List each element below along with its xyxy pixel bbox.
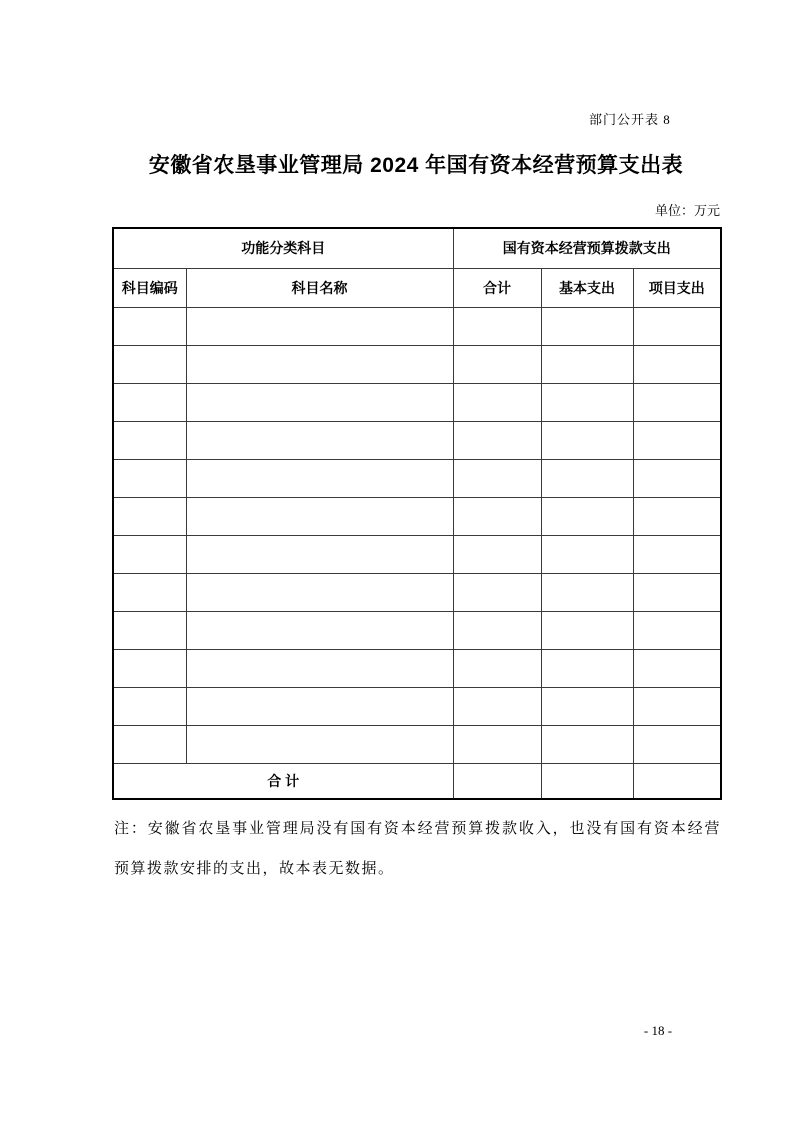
table-cell (186, 573, 453, 611)
table-cell (186, 345, 453, 383)
table-cell (113, 459, 186, 497)
table-cell (453, 573, 541, 611)
table-cell (186, 535, 453, 573)
budget-expenditure-table (112, 227, 722, 800)
table-row (113, 725, 721, 763)
table-cell (186, 725, 453, 763)
table-cell (113, 307, 186, 345)
table-row (113, 611, 721, 649)
table-cell (453, 383, 541, 421)
table-row (113, 307, 721, 345)
table-cell (186, 687, 453, 725)
table-row (113, 573, 721, 611)
table-cell (113, 421, 186, 459)
page-title: 安徽省农垦事业管理局 2024 年国有资本经营预算支出表 (148, 154, 684, 177)
table-cell (633, 383, 721, 421)
table-cell (541, 725, 633, 763)
table-cell (186, 497, 453, 535)
table-cell (541, 383, 633, 421)
table-cell (541, 421, 633, 459)
corner-table-label: 部门公开表 8 (589, 112, 671, 127)
unit-label: 单位：万元 (654, 203, 720, 218)
total-value-basic (541, 763, 633, 799)
table-cell (453, 421, 541, 459)
table-row (113, 383, 721, 421)
table-cell (186, 307, 453, 345)
table-cell (633, 649, 721, 687)
total-row-label: 合 计 (113, 763, 453, 799)
table-cell (186, 383, 453, 421)
table-cell (541, 649, 633, 687)
table-cell (113, 687, 186, 725)
table-cell (633, 459, 721, 497)
table-cell (633, 307, 721, 345)
header-state-capital-budget-expenditure: 国有资本经营预算拨款支出 (453, 228, 721, 268)
table-cell (633, 687, 721, 725)
table-cell (453, 649, 541, 687)
table-row (113, 649, 721, 687)
table-cell (453, 459, 541, 497)
table-cell (113, 649, 186, 687)
table-cell (186, 459, 453, 497)
table-cell (113, 535, 186, 573)
table-cell (541, 345, 633, 383)
page-number: - 18 - (643, 1023, 673, 1038)
table-cell (453, 725, 541, 763)
table-cell (633, 535, 721, 573)
column-header-row (113, 268, 721, 307)
table-cell (453, 307, 541, 345)
table-cell (453, 611, 541, 649)
table-row (113, 459, 721, 497)
table-cell (541, 687, 633, 725)
table-cell (633, 421, 721, 459)
note-text: 注：安徽省农垦事业管理局没有国有资本经营预算拨款收入，也没有国有资本经营预算拨款安排的支出，故本表无数据。 (114, 821, 721, 877)
table-cell (541, 307, 633, 345)
table-cell (453, 687, 541, 725)
total-value-project (633, 763, 721, 799)
table-cell (186, 649, 453, 687)
col-header-subject-name: 科目名称 (186, 268, 453, 307)
table-cell (633, 725, 721, 763)
col-header-project-expenditure: 项目支出 (633, 268, 721, 307)
table-cell (113, 725, 186, 763)
table-cell (633, 573, 721, 611)
table-cell (541, 573, 633, 611)
col-header-basic-expenditure: 基本支出 (541, 268, 633, 307)
table-cell (186, 421, 453, 459)
table-cell (541, 611, 633, 649)
col-header-total: 合计 (453, 268, 541, 307)
total-row (113, 763, 721, 799)
table-cell (113, 497, 186, 535)
table-cell (541, 535, 633, 573)
table-cell (113, 345, 186, 383)
total-value-total (453, 763, 541, 799)
table-cell (113, 573, 186, 611)
table-cell (633, 345, 721, 383)
table-cell (113, 611, 186, 649)
table-row (113, 345, 721, 383)
table-row (113, 497, 721, 535)
table-cell (633, 497, 721, 535)
table-cell (541, 459, 633, 497)
table-row (113, 687, 721, 725)
group-header-row (113, 228, 721, 268)
col-header-subject-code: 科目编码 (113, 268, 186, 307)
table-cell (186, 611, 453, 649)
table-cell (633, 611, 721, 649)
header-functional-classification: 功能分类科目 (113, 228, 453, 268)
table-row (113, 421, 721, 459)
table-cell (453, 497, 541, 535)
table-row (113, 535, 721, 573)
table-cell (453, 345, 541, 383)
table-cell (541, 497, 633, 535)
table-cell (453, 535, 541, 573)
table-cell (113, 383, 186, 421)
